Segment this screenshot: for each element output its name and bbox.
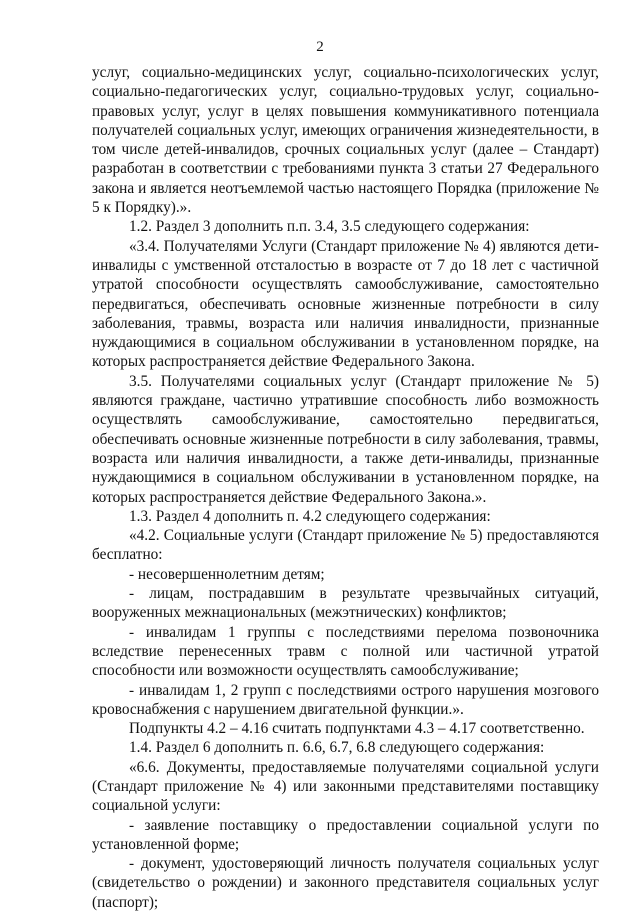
list-item: - заявление поставщику о предоставлении социальной услуги по установленной форме; (92, 816, 599, 853)
paragraph: 3.5. Получателями социальных услуг (Стандарт приложение № 5) являются граждане, частично утратившие способность либо возможность осуществлять самообслуживание, самостоятельно передвигаться, обеспечивать основные жизненные потребности в силу заболевания, травмы, возраста или наличия инвалидности, а также дети-инвалиды, признанные нуждающимися в социальном обслуживании в установленном порядке, на которых распространяется действие Федерального Закона.». (92, 372, 599, 506)
paragraph: 1.4. Раздел 6 дополнить п. 6.6, 6.7, 6.8 следующего содержания: (129, 739, 545, 757)
paragraph: 1.2. Раздел 3 дополнить п.п. 3.4, 3.5 следующего содержания: (129, 218, 530, 236)
paragraph: «4.2. Социальные услуги (Стандарт приложение № 5) предоставляются бесплатно: (92, 527, 599, 564)
document-body (92, 63, 599, 912)
list-item: - инвалидам 1 группы с последствиями перелома позвоночника вследствие перенесенных травм с полной или частичной утратой способности или возможности осуществлять самообслуживание; (92, 623, 599, 680)
paragraph: Подпункты 4.2 – 4.16 считать подпунктами 4.3 – 4.17 соответственно. (129, 720, 585, 738)
list-item: - инвалидам 1, 2 групп с последствиями острого нарушения мозгового кровоснабжения с нарушением двигательной функции.». (92, 681, 599, 718)
paragraph: «6.6. Документы, предоставляемые получателями социальной услуги (Стандарт приложение № 4) или законными представителями поставщику социальной услуги: (92, 758, 599, 815)
list-item: - лицам, пострадавшим в результате чрезвычайных ситуаций, вооруженных межнациональных (межэтнических) конфликтов; (92, 585, 599, 622)
list-item: - несовершеннолетним детям; (129, 565, 325, 583)
paragraph: «3.4. Получателями Услуги (Стандарт приложение № 4) являются дети-инвалиды с умственной отсталостью в возрасте от 7 до 18 лет с частичной утратой способности осуществлять самообслуживание, самостоятельно передвигаться, обеспечивать основные жизненные потребности в силу заболевания, травмы, возраста или наличия инвалидности, признанные нуждающимися в социальном обслуживании в установленном порядке, на которых распространяется действие Федерального Закона. (92, 237, 599, 371)
paragraph: услуг, социально-медицинских услуг, социально-психологических услуг, социально-педагогических услуг, социально-трудовых услуг, социально-правовых услуг, услуг в целях повышения коммуникативного потенциала получателей социальных услуг, имеющих ограничения жизнедеятельности, в том числе детей-инвалидов, срочных социальных услуг (далее – Стандарт) разработан в соответствии с требованиями пункта 3 статьи 27 Федерального закона и является неотъемлемой частью настоящего Порядка (приложение № 5 к Порядку).». (92, 64, 599, 217)
paragraph: 1.3. Раздел 4 дополнить п. 4.2 следующего содержания: (129, 507, 491, 525)
list-item: - документ, удостоверяющий личность получателя социальных услуг (свидетельство о рождении) и законного представителя социальных услуг (паспорт); (92, 855, 599, 911)
page-number: 2 (316, 39, 324, 55)
